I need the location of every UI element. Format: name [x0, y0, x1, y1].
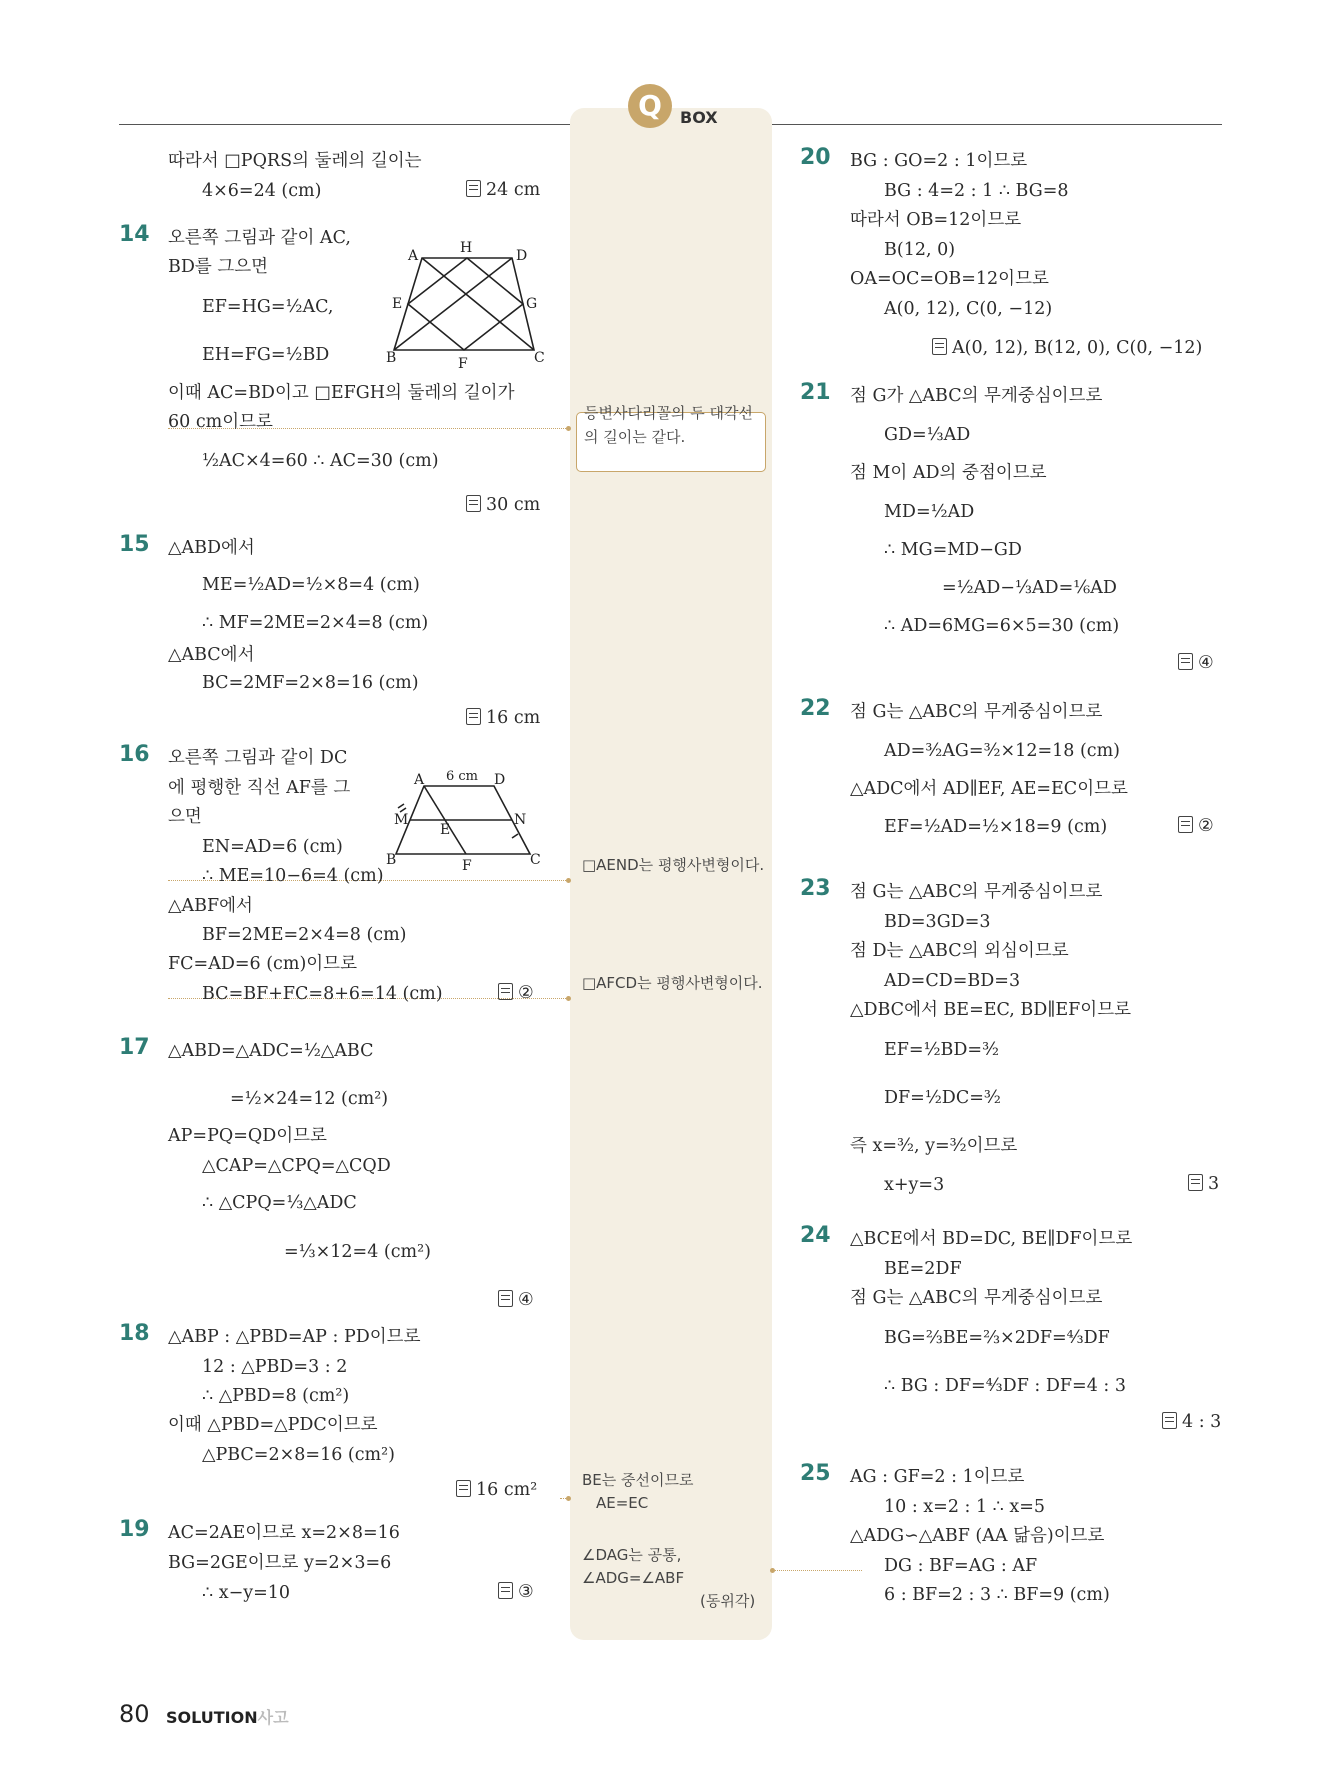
solution-line: BD=3GD=3 [884, 912, 991, 932]
connector-dot [566, 878, 571, 883]
qbox-note: (동위각) [700, 1592, 756, 1610]
fig16-top-length: 6 cm [446, 769, 479, 784]
solution-line: △ABF에서 [168, 896, 253, 916]
qbox-note: ∠ADG=∠ABF [582, 1569, 685, 1587]
qbox-note: BE는 중선이므로 [582, 1471, 694, 1489]
solution-line: △ABD=△ADC=½△ABC [168, 1041, 374, 1061]
answer: 3 [1188, 1174, 1219, 1194]
solution-line: △ABD에서 [168, 538, 255, 558]
solution-line: 에 평행한 직선 AF를 그 [168, 778, 351, 798]
solution-line: EN=AD=6 (cm) [202, 837, 343, 857]
solution-line: △ADG∽△ABF (AA 닮음)이므로 [850, 1526, 1105, 1546]
solution-line: ∴ BG : DF=⁴⁄₃DF : DF=4 : 3 [884, 1376, 1126, 1396]
solution-line: EF=½AD=½×18=9 (cm) [884, 817, 1108, 837]
solution-line: △ABC에서 [168, 645, 255, 665]
answer: ② [498, 983, 534, 1003]
solution-line: B(12, 0) [884, 240, 956, 260]
fig14-label: C [534, 350, 545, 366]
footer-label: SOLUTION사고 [166, 1708, 289, 1727]
solution-line: △BCE에서 BD=DC, BE∥DF이므로 [850, 1229, 1133, 1249]
solution-line: ∴ MF=2ME=2×4=8 (cm) [202, 613, 429, 633]
solution-line: =⅓×12=4 (cm²) [284, 1242, 431, 1262]
solution-line: x+y=3 [884, 1175, 945, 1195]
problem-number: 14 [119, 222, 150, 247]
qbox-badge: Q [628, 84, 672, 128]
answer-mark-icon [498, 1290, 513, 1307]
solution-line: ME=½AD=½×8=4 (cm) [202, 575, 420, 595]
answer-mark-icon [1162, 1412, 1177, 1429]
answer-mark-icon [466, 495, 481, 512]
solution-line: =½AD−⅓AD=⅙AD [942, 578, 1117, 598]
solution-line: △ABP : △PBD=AP : PD이므로 [168, 1327, 421, 1347]
solution-line: BE=2DF [884, 1259, 962, 1279]
solution-line: AP=PQ=QD이므로 [168, 1126, 327, 1146]
solution-line: 점 G는 △ABC의 무게중심이므로 [850, 882, 1103, 902]
connector-dot [770, 1568, 775, 1573]
solution-line: BG=2GE이므로 y=2×3=6 [168, 1553, 392, 1573]
solution-line: EF=½BD=³⁄₂ [884, 1040, 1000, 1060]
fig16-label: N [514, 812, 527, 828]
answer: 24 cm [466, 180, 540, 200]
solution-line: 으면 [168, 807, 202, 827]
solution-line: AD=CD=BD=3 [884, 971, 1021, 991]
answer: 30 cm [466, 495, 540, 515]
fig14-label: D [516, 248, 528, 264]
answer-mark-icon [466, 180, 481, 197]
connector-dot [566, 426, 571, 431]
problem-number: 20 [800, 145, 831, 170]
solution-line: △PBC=2×8=16 (cm²) [202, 1445, 395, 1465]
solution-line: BC=BF+FC=8+6=14 (cm) [202, 984, 443, 1004]
fig16-label: C [530, 852, 541, 868]
solution-line: 점 G는 △ABC의 무게중심이므로 [850, 1288, 1103, 1308]
answer: ③ [498, 1582, 534, 1602]
solution-line: 10 : x=2 : 1 ∴ x=5 [884, 1497, 1046, 1517]
answer-mark-icon [1178, 816, 1193, 833]
qbox-note: ∠DAG는 공통, [582, 1546, 682, 1564]
problem-number: 21 [800, 380, 831, 405]
solution-line: ∴ ME=10−6=4 (cm) [202, 866, 384, 886]
connector-dot [566, 1496, 571, 1501]
solution-line: =½×24=12 (cm²) [230, 1089, 389, 1109]
solution-line: 6 : BF=2 : 3 ∴ BF=9 (cm) [884, 1585, 1110, 1605]
solution-line: DF=½DC=³⁄₂ [884, 1088, 1001, 1108]
solution-line: 따라서 OB=12이므로 [850, 210, 1022, 230]
fig16-label: B [386, 852, 397, 868]
solution-line: 이때 AC=BD이고 □EFGH의 둘레의 길이가 [168, 383, 515, 403]
solution-line: BD를 그으면 [168, 257, 269, 277]
solution-line: △CAP=△CPQ=△CQD [202, 1156, 391, 1176]
solution-line: 즉 x=³⁄₂, y=³⁄₂이므로 [850, 1136, 1018, 1156]
solution-line: 따라서 □PQRS의 둘레의 길이는 [168, 151, 422, 171]
problem-number: 18 [119, 1321, 150, 1346]
fig16-label: F [462, 858, 472, 874]
solution-line: OA=OC=OB=12이므로 [850, 269, 1049, 289]
solution-line: 12 : △PBD=3 : 2 [202, 1357, 348, 1377]
answer: ④ [1178, 653, 1214, 673]
connector-25 [772, 1570, 862, 1571]
solution-line: AC=2AE이므로 x=2×8=16 [168, 1523, 400, 1543]
solution-line: BF=2ME=2×4=8 (cm) [202, 925, 407, 945]
answer-mark-icon [498, 1582, 513, 1599]
figure-14-trapezoid [386, 240, 546, 370]
problem-number: 15 [119, 532, 150, 557]
fig16-label: A [414, 772, 425, 788]
connector-dot [566, 996, 571, 1001]
solution-line: FC=AD=6 (cm)이므로 [168, 954, 357, 974]
answer: ④ [498, 1290, 534, 1310]
qbox-note: □AFCD는 평행사변형이다. [582, 974, 763, 992]
fig16-label: M [394, 812, 409, 828]
answer-mark-icon [1188, 1174, 1203, 1191]
answer-mark-icon [498, 983, 513, 1000]
problem-number: 19 [119, 1517, 150, 1542]
solution-line: 오른쪽 그림과 같이 AC, [168, 228, 351, 248]
fig14-label: H [460, 240, 473, 256]
solution-line: DG : BF=AG : AF [884, 1556, 1038, 1576]
solution-line: MD=½AD [884, 502, 975, 522]
answer: A(0, 12), B(12, 0), C(0, −12) [932, 338, 1202, 358]
fig16-label: E [440, 822, 451, 838]
qbox-label: BOX [680, 108, 718, 127]
solution-line: 점 D는 △ABC의 외심이므로 [850, 941, 1069, 961]
solution-line: BG : 4=2 : 1 ∴ BG=8 [884, 181, 1069, 201]
solution-line: ∴ MG=MD−GD [884, 540, 1022, 560]
answer-mark-icon [932, 338, 947, 355]
answer: 16 cm² [456, 1480, 537, 1500]
solution-line: △ADC에서 AD∥EF, AE=EC이므로 [850, 779, 1128, 799]
answer: 4 : 3 [1162, 1412, 1221, 1432]
fig14-label: E [392, 296, 403, 312]
solution-line: EF=HG=½AC, [202, 297, 334, 317]
solution-line: △DBC에서 BE=EC, BD∥EF이므로 [850, 1000, 1132, 1020]
solution-line: GD=⅓AD [884, 425, 971, 445]
problem-number: 25 [800, 1461, 831, 1486]
solution-line: 점 G가 △ABC의 무게중심이므로 [850, 386, 1103, 406]
solution-line: 오른쪽 그림과 같이 DC [168, 748, 348, 768]
fig14-label: G [526, 296, 538, 312]
figure-16-trapezoid [380, 764, 550, 874]
solution-line: ∴ AD=6MG=6×5=30 (cm) [884, 616, 1120, 636]
solution-line: ∴ △PBD=8 (cm²) [202, 1386, 350, 1406]
answer: ② [1178, 816, 1214, 836]
qbox-note: 의 길이는 같다. [584, 428, 686, 446]
qbox-note: AE=EC [596, 1494, 649, 1512]
solution-line: 4×6=24 (cm) [202, 181, 322, 201]
answer-mark-icon [456, 1480, 471, 1497]
solution-line: AD=³⁄₂AG=³⁄₂×12=18 (cm) [884, 741, 1120, 761]
solution-line: 점 G는 △ABC의 무게중심이므로 [850, 702, 1103, 722]
solution-line: ∴ x−y=10 [202, 1583, 291, 1603]
solution-line: ½AC×4=60 ∴ AC=30 (cm) [202, 451, 439, 471]
solution-line: A(0, 12), C(0, −12) [884, 299, 1053, 319]
solution-line: BG=⅔BE=⅔×2DF=⁴⁄₃DF [884, 1328, 1110, 1348]
solution-line: 이때 △PBD=△PDC이므로 [168, 1415, 378, 1435]
solution-line: EH=FG=½BD [202, 345, 330, 365]
fig14-label: A [408, 248, 419, 264]
fig14-label: B [386, 350, 397, 366]
problem-number: 24 [800, 1223, 831, 1248]
problem-number: 17 [119, 1035, 150, 1060]
fig16-label: D [494, 772, 506, 788]
solution-line: BC=2MF=2×8=16 (cm) [202, 673, 419, 693]
solution-line: AG : GF=2 : 1이므로 [850, 1467, 1025, 1487]
problem-number: 16 [119, 742, 150, 767]
qbox-note: □AEND는 평행사변형이다. [582, 856, 765, 874]
fig14-label: F [458, 356, 468, 370]
problem-number: 23 [800, 876, 831, 901]
answer: 16 cm [466, 708, 540, 728]
solution-line: 60 cm이므로 [168, 412, 273, 432]
qbox-note: 등변사다리꼴의 두 대각선 [584, 404, 753, 422]
answer-mark-icon [1178, 653, 1193, 670]
answer-mark-icon [466, 708, 481, 725]
problem-number: 22 [800, 696, 831, 721]
page-number: 80 [119, 1700, 150, 1728]
solution-line: BG : GO=2 : 1이므로 [850, 151, 1028, 171]
solution-line: 점 M이 AD의 중점이므로 [850, 463, 1047, 483]
solution-line: ∴ △CPQ=⅓△ADC [202, 1193, 357, 1213]
